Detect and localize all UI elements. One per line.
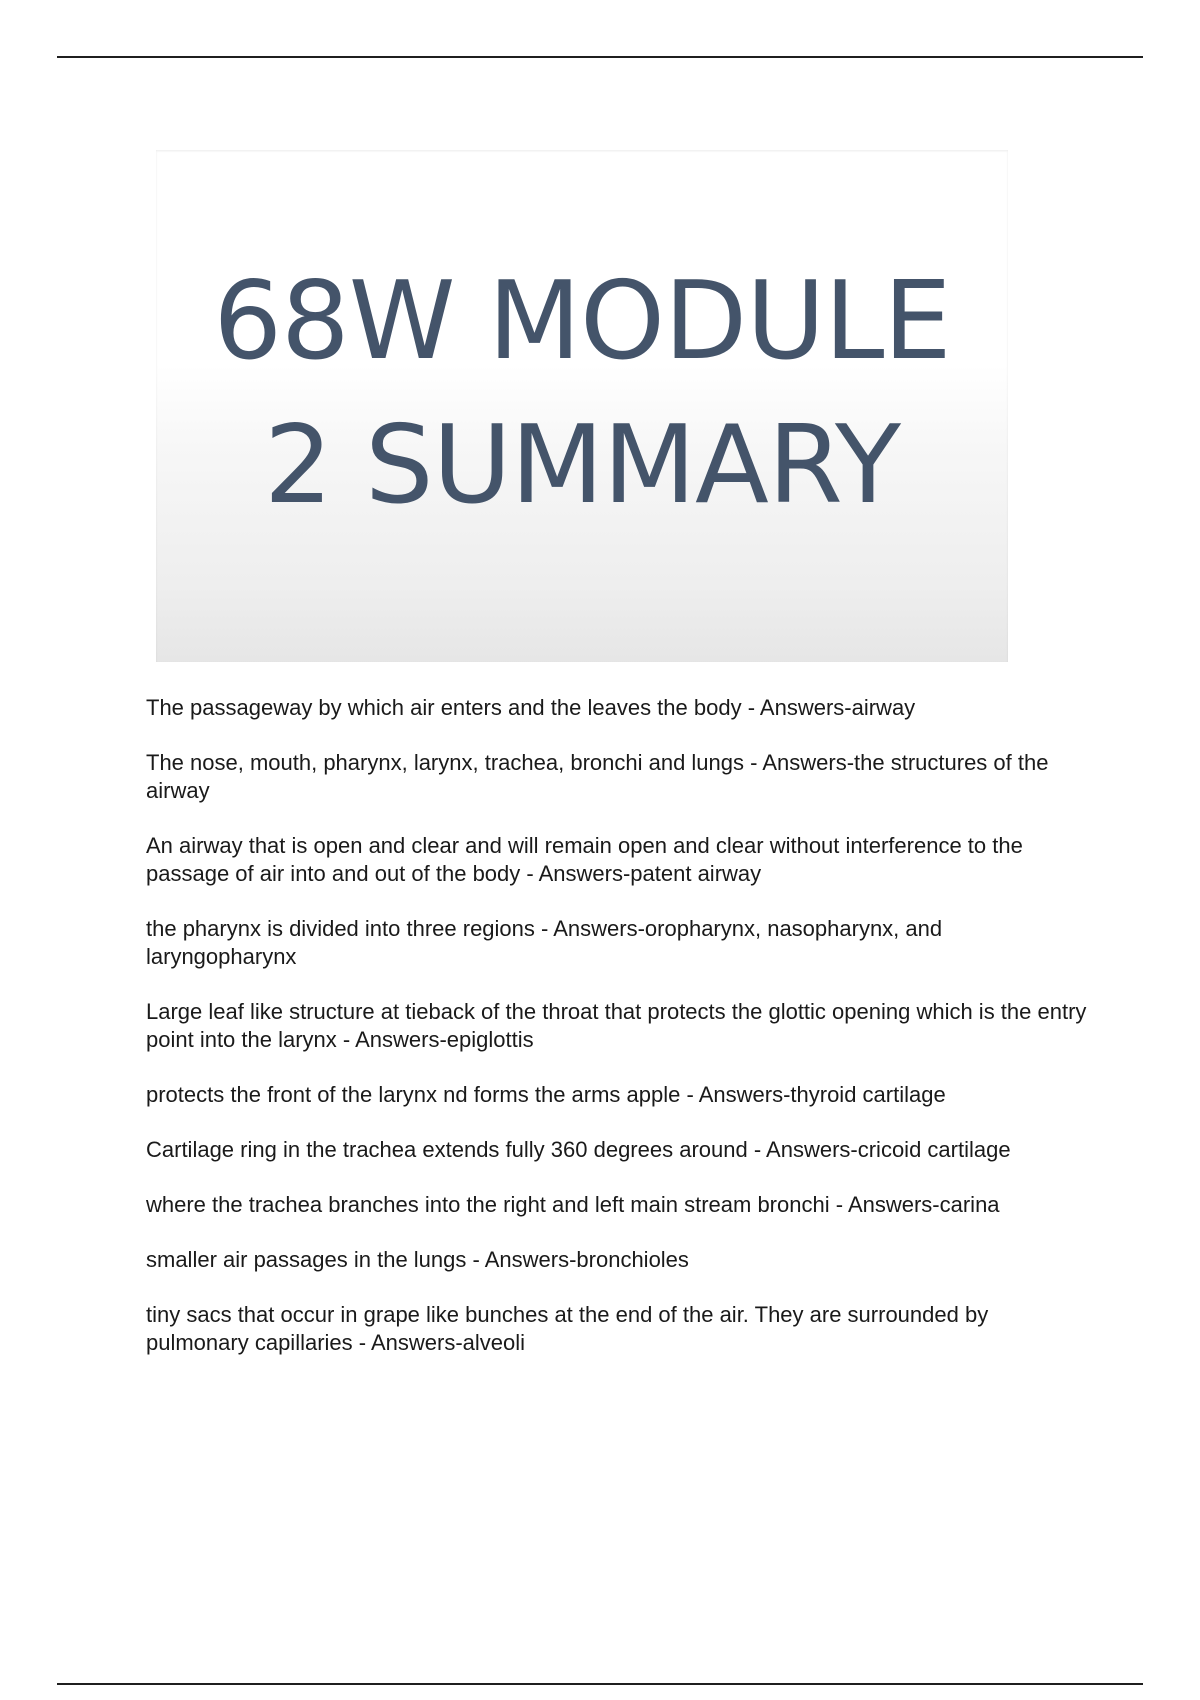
cover-title	[156, 250, 1008, 538]
footer-rule	[57, 1683, 1143, 1685]
qa-item: Cartilage ring in the trachea extends fully 360 degrees around - Answers-cricoid cartilage	[146, 1137, 1011, 1162]
cover-title-line-2: 2 SUMMARY	[264, 403, 900, 528]
cover-title-line-1: 68W MODULE	[213, 259, 951, 384]
cover-image	[156, 150, 1008, 662]
qa-item: An airway that is open and clear and will remain open and clear without interference to the passage of air into and out of the body - Answers-patent airway	[146, 833, 1023, 886]
qa-item: the pharynx is divided into three regions - Answers-oropharynx, nasopharynx, and laryngopharynx	[146, 916, 943, 969]
qa-item: The nose, mouth, pharynx, larynx, trachea, bronchi and lungs - Answers-the structures of the airway	[146, 750, 1049, 803]
qa-item: Large leaf like structure at tieback of the throat that protects the glottic opening which is the entry point into the larynx - Answers-epiglottis	[146, 999, 1087, 1052]
qa-item: where the trachea branches into the right and left main stream bronchi - Answers-carina	[146, 1192, 1000, 1217]
qa-item: smaller air passages in the lungs - Answers-bronchioles	[146, 1247, 689, 1272]
qa-list	[146, 694, 1096, 1384]
qa-item: protects the front of the larynx nd forms the arms apple - Answers-thyroid cartilage	[146, 1082, 946, 1107]
header-rule	[57, 56, 1143, 58]
qa-item: tiny sacs that occur in grape like bunches at the end of the air. They are surrounded by pulmonary capillaries - Answers-alveoli	[146, 1302, 989, 1355]
qa-item: The passageway by which air enters and the leaves the body - Answers-airway	[146, 695, 916, 720]
